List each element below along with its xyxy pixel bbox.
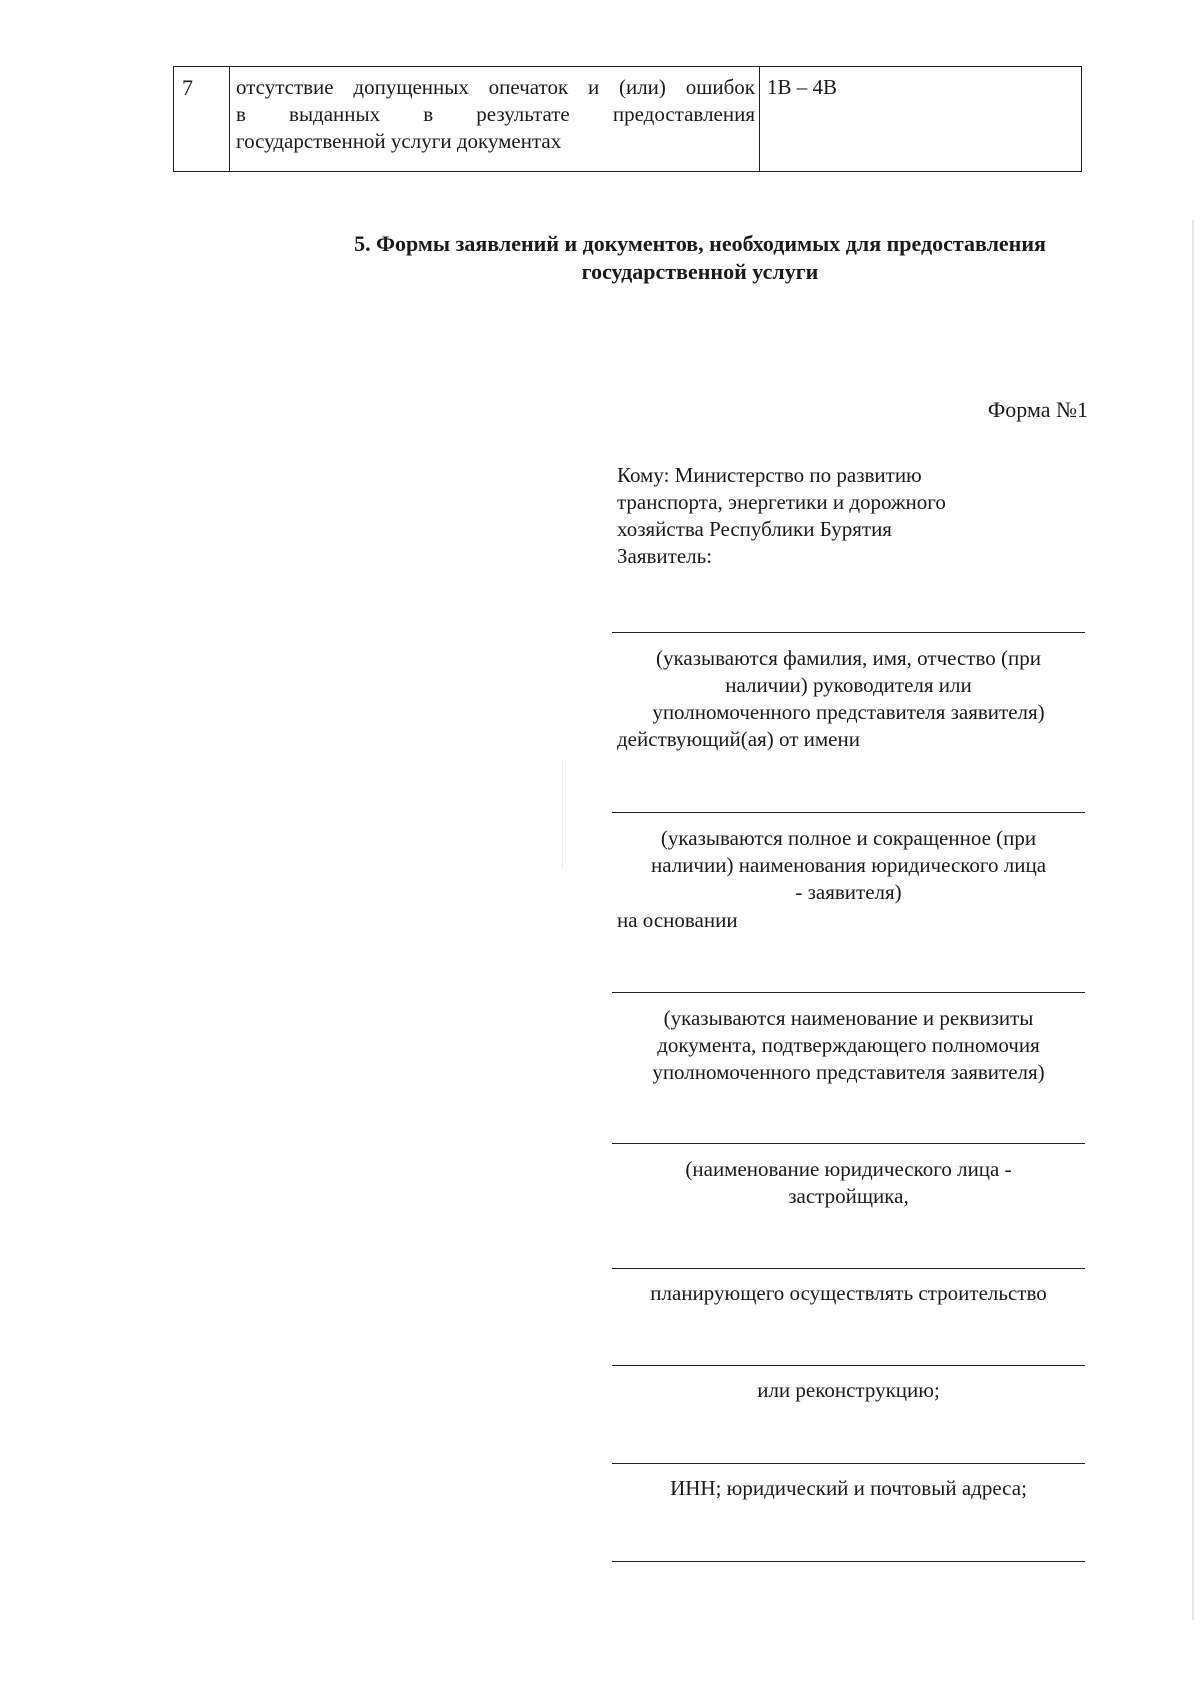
row-code-cell: 1В – 4В [767, 75, 838, 99]
hint-line: документа, подтверждающего полномочия [657, 1033, 1040, 1057]
hint-line: (наименование юридического лица - [685, 1157, 1012, 1181]
hint-line: наличии) наименования юридического лица [650, 853, 1047, 877]
inn-address-hint: ИНН; юридический и почтовый адреса; [670, 1476, 1027, 1500]
criteria-table-row [173, 66, 1082, 172]
fill-in-line[interactable] [612, 812, 1085, 813]
fill-in-line[interactable] [612, 1365, 1085, 1366]
row-text-line: отсутствие допущенных опечаток и (или) ошибок [236, 75, 755, 99]
scan-artifact-line [562, 760, 563, 870]
fio-hint [612, 645, 1085, 726]
addressee-block [617, 462, 1087, 570]
fill-in-line[interactable] [612, 632, 1085, 633]
scan-edge-shadow [1192, 220, 1194, 1620]
basis-label: на основании [617, 908, 738, 932]
document-hint [612, 1005, 1085, 1086]
hint-line: уполномоченного представителя заявителя) [652, 700, 1045, 724]
addressee-line: хозяйства Республики Бурятия [617, 517, 892, 541]
fill-in-line[interactable] [612, 992, 1085, 993]
row-text-cell [230, 67, 760, 171]
fill-in-line[interactable] [612, 1268, 1085, 1269]
hint-line: застройщика, [788, 1184, 909, 1208]
row-text-line: государственной услуги документах [236, 129, 562, 153]
form-number-label: Форма №1 [987, 397, 1088, 422]
section-heading [260, 230, 1140, 286]
developer-hint [612, 1156, 1085, 1210]
hint-line: (указываются фамилия, имя, отчество (при [656, 646, 1041, 670]
organization-hint [612, 825, 1085, 906]
hint-line: (указываются наименование и реквизиты [663, 1006, 1034, 1030]
addressee-line: Кому: Министерство по развитию [617, 463, 922, 487]
acting-label: действующий(ая) от имени [617, 727, 860, 751]
fill-in-line[interactable] [612, 1143, 1085, 1144]
hint-line: наличии) руководителя или [725, 673, 972, 697]
applicant-label: Заявитель: [617, 544, 713, 568]
section-heading-line: государственной услуги [581, 259, 819, 284]
hint-line: (указываются полное и сокращенное (при [660, 826, 1037, 850]
section-heading-line: 5. Формы заявлений и документов, необходимых для предоставления [354, 231, 1046, 256]
row-number-cell: 7 [174, 67, 230, 171]
construction-hint: планирующего осуществлять строительство [650, 1281, 1047, 1305]
fill-in-line[interactable] [612, 1463, 1085, 1464]
hint-line: - заявителя) [795, 880, 902, 904]
reconstruction-hint: или реконструкцию; [757, 1378, 940, 1402]
row-text-line: в выданных в результате предоставления [236, 102, 755, 126]
fill-in-line[interactable] [612, 1561, 1085, 1562]
addressee-line: транспорта, энергетики и дорожного [617, 490, 946, 514]
hint-line: уполномоченного представителя заявителя) [652, 1060, 1045, 1084]
